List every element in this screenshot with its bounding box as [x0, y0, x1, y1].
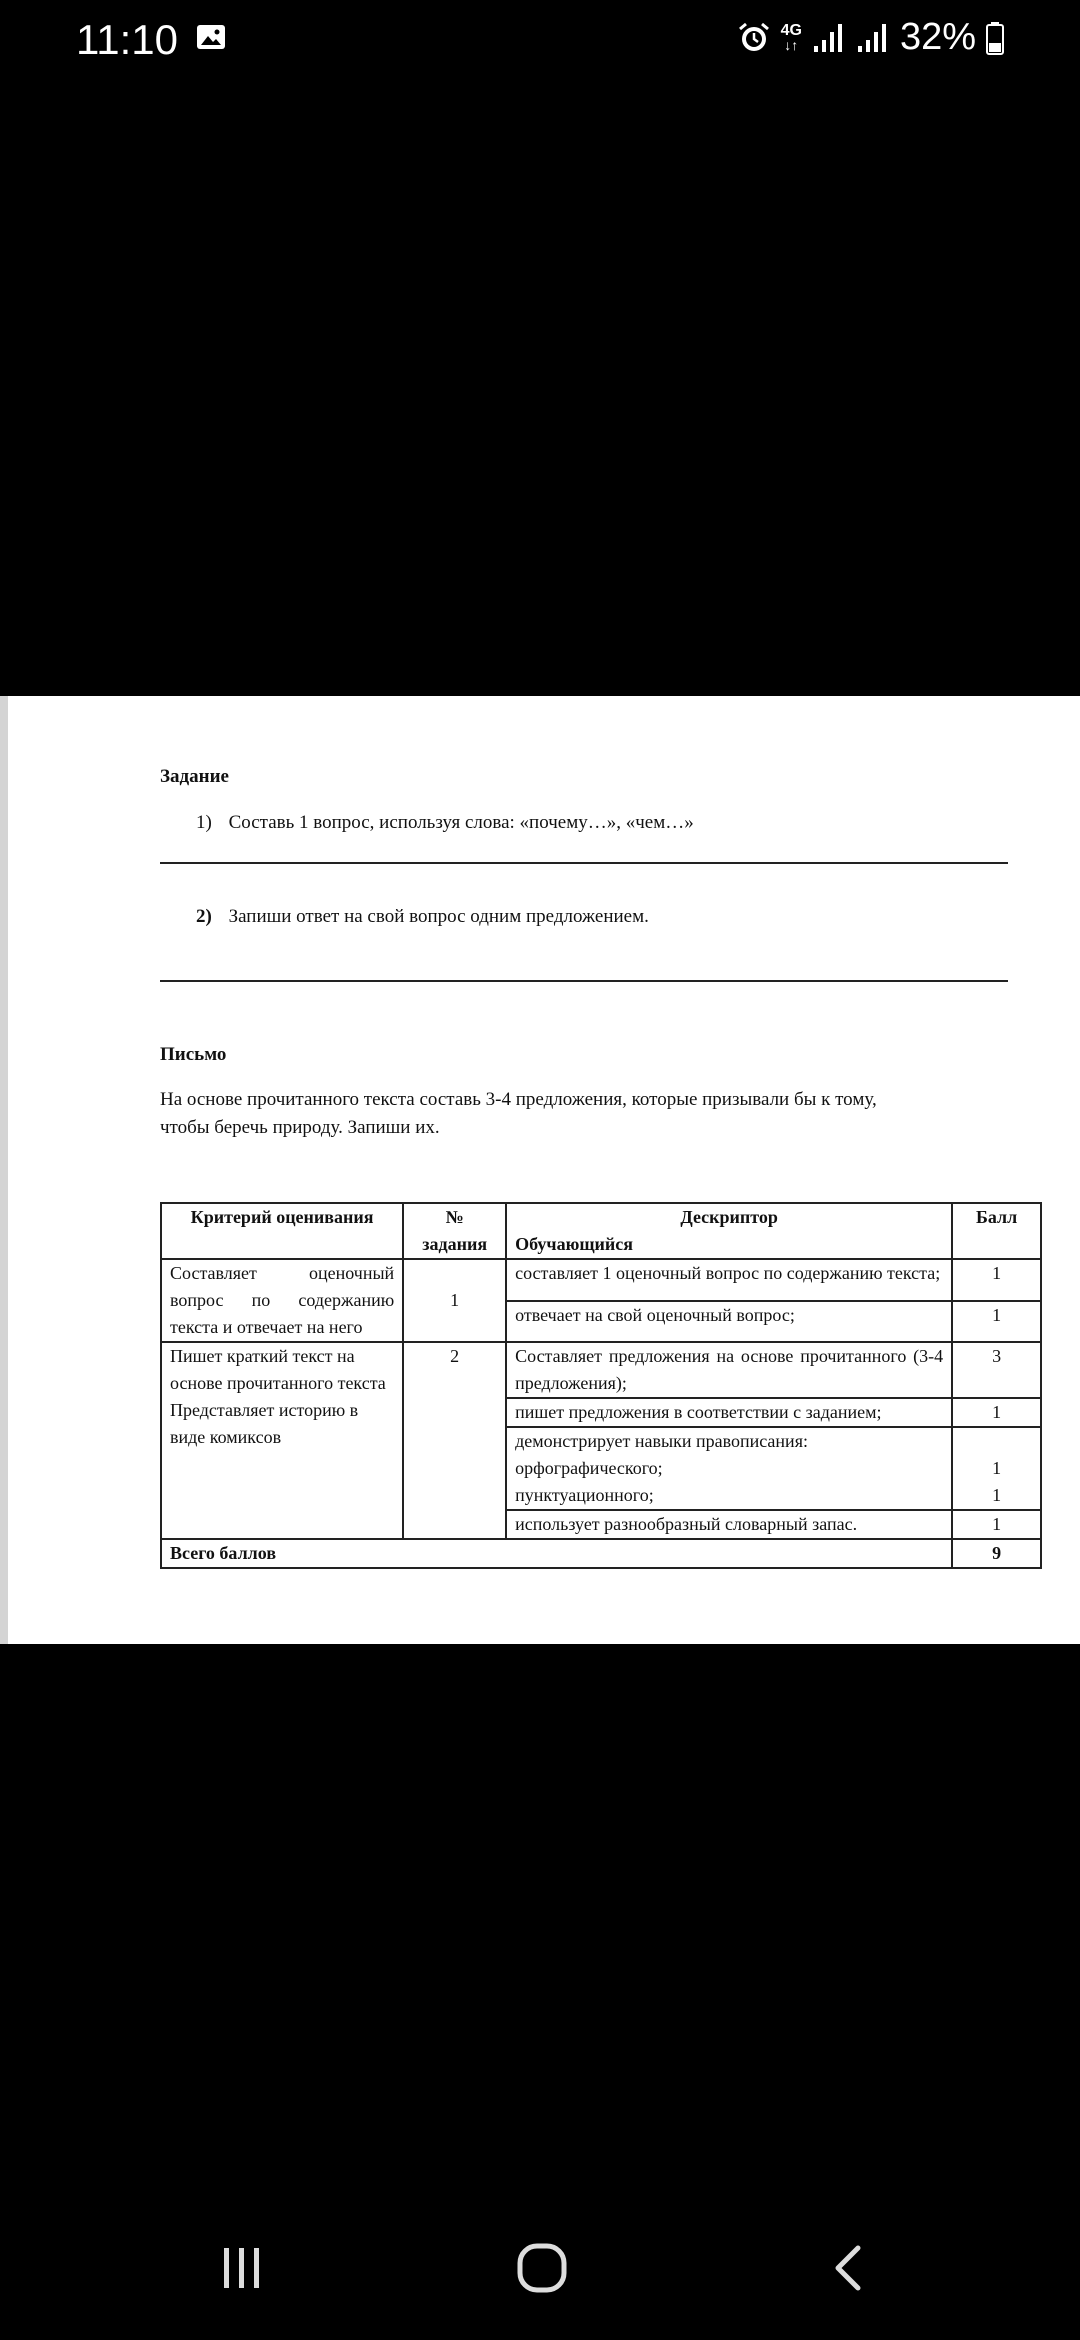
alarm-icon [737, 21, 771, 55]
descriptor-cell: составляет 1 оценочный вопрос по содержанию текста; [506, 1259, 952, 1301]
gallery-icon [196, 24, 226, 50]
task-item-1 [196, 812, 694, 834]
clock: 11:10 [76, 16, 178, 63]
home-icon[interactable] [516, 2242, 568, 2294]
battery-icon [986, 21, 1004, 55]
score-cell: 3 [952, 1342, 1041, 1398]
header-descriptor [506, 1203, 952, 1259]
criterion-cell-1: Составляет оценочный вопрос по содержанию текста и отвечает на него [161, 1259, 403, 1342]
assessment-table [160, 1202, 1042, 1569]
table-header-row [161, 1203, 1041, 1259]
letter-line-2: чтобы беречь природу. Запиши их. [160, 1117, 440, 1138]
score-cell: 1 [952, 1510, 1041, 1539]
letter-instructions [160, 1086, 1010, 1142]
score-line: 1 [992, 1458, 1002, 1478]
task-item-2 [196, 906, 649, 928]
task-item-1-text: Составь 1 вопрос, используя слова: «почему…», «чем…» [228, 812, 694, 833]
answer-line-2 [160, 980, 1008, 982]
letter-heading: Письмо [160, 1044, 227, 1065]
network-4g-icon: 4G ↓↑ [780, 21, 802, 53]
header-task-no: № задания [403, 1203, 506, 1259]
descriptor-line: орфографического; [515, 1458, 663, 1478]
back-icon[interactable] [828, 2244, 868, 2292]
task-item-2-text: Запиши ответ на свой вопрос одним предложением. [228, 906, 649, 927]
battery-percent: 32% [899, 16, 976, 58]
task-item-1-number: 1) [196, 812, 212, 833]
criterion-2-line-2: Представляет историю в виде комиксов [170, 1400, 359, 1447]
criterion-2-line-1: Пишет краткий текст на основе прочитанного текста [170, 1346, 386, 1393]
table-row [161, 1342, 1041, 1398]
descriptor-line: демонстрирует навыки правописания: [515, 1431, 808, 1451]
descriptor-line: пунктуационного; [515, 1485, 654, 1505]
descriptor-cell: использует разнообразный словарный запас. [506, 1510, 952, 1539]
signal-icon [856, 22, 890, 54]
table-row [161, 1259, 1041, 1301]
descriptor-cell: Составляет предложения на основе прочитанного (3-4 предложения); [506, 1342, 952, 1398]
status-bar [0, 0, 1080, 84]
header-criterion: Критерий оценивания [161, 1203, 403, 1259]
document-page [0, 696, 1080, 1644]
header-descriptor-title: Дескриптор [680, 1207, 778, 1227]
table-total-row [161, 1539, 1041, 1568]
network-label: 4G [780, 21, 802, 39]
answer-line-1 [160, 862, 1008, 864]
task-heading: Задание [160, 766, 229, 787]
score-line: 1 [992, 1485, 1002, 1505]
recent-apps-icon[interactable] [218, 2244, 266, 2292]
navigation-bar [0, 2230, 1080, 2310]
letter-line-1: На основе прочитанного текста составь 3-4 предложения, которые призывали бы к тому, [160, 1089, 877, 1110]
status-icons [737, 16, 1004, 59]
task-item-2-number: 2) [196, 906, 212, 927]
header-descriptor-sub: Обучающийся [515, 1234, 633, 1254]
score-cell: 1 [952, 1398, 1041, 1427]
score-cell: 1 [952, 1301, 1041, 1343]
header-score: Балл [952, 1203, 1041, 1259]
descriptor-cell: пишет предложения в соответствии с заданием; [506, 1398, 952, 1427]
descriptor-cell [506, 1427, 952, 1510]
signal-icon [812, 22, 846, 54]
criterion-cell-2 [161, 1342, 403, 1539]
total-score: 9 [952, 1539, 1041, 1568]
task-no-cell-2: 2 [403, 1342, 506, 1539]
task-no-cell-1: 1 [403, 1259, 506, 1342]
score-cell: 1 [952, 1259, 1041, 1301]
descriptor-cell: отвечает на свой оценочный вопрос; [506, 1301, 952, 1343]
score-cell [952, 1427, 1041, 1510]
total-label: Всего баллов [161, 1539, 952, 1568]
score-line [961, 1428, 1032, 1455]
